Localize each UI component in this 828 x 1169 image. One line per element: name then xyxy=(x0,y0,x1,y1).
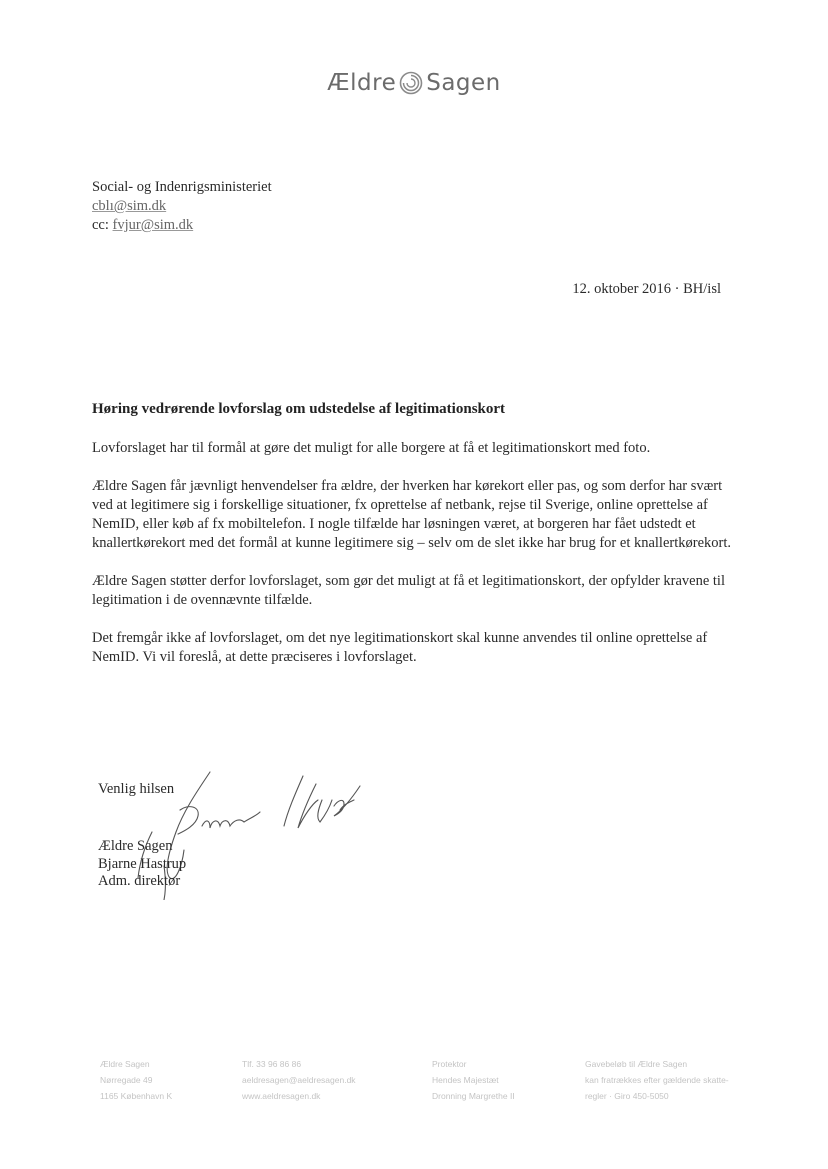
footer-line: regler · Giro 450-5050 xyxy=(585,1091,669,1101)
letter-body xyxy=(92,439,732,686)
footer-address xyxy=(100,1056,172,1104)
body-paragraph: Ældre Sagen støtter derfor lovforslaget, som gør det muligt at få et legitimationskort, der opfylder kravene til legitimation i de ovennævnte tilfælde. xyxy=(92,573,725,608)
recipient-email-link[interactable]: cblı@sim.dk xyxy=(92,198,167,214)
signer-block xyxy=(98,838,186,891)
signer-title: Adm. direktør xyxy=(98,873,181,889)
footer-email-link[interactable]: aeldresagen@aeldresagen.dk xyxy=(242,1075,356,1085)
footer-line: Dronning Margrethe II xyxy=(432,1091,515,1101)
closing-greeting: Venlig hilsen xyxy=(98,781,175,797)
footer-line: Ældre Sagen xyxy=(100,1059,150,1069)
signer-organization: Ældre Sagen xyxy=(98,838,173,854)
body-paragraph: Lovforslaget har til formål at gøre det muligt for alle borgere at få et legitimationskort med foto. xyxy=(92,440,651,456)
footer-line: Nørregade 49 xyxy=(100,1075,153,1085)
footer-patron xyxy=(432,1056,515,1104)
logo-text-right: Sagen xyxy=(426,70,501,96)
date-reference: 12. oktober 2016 · BH/isl xyxy=(572,281,721,297)
cc-email-link[interactable]: fvjur@sim.dk xyxy=(112,217,194,233)
recipient-block xyxy=(92,178,272,235)
footer-line: Gavebeløb til Ældre Sagen xyxy=(585,1059,688,1069)
logo-text-left: Ældre xyxy=(327,70,397,96)
body-paragraph: Det fremgår ikke af lovforslaget, om det nye legitimationskort skal kunne anvendes til online oprettelse af NemID. Vi vil foreslå, at dette præciseres i lovforslaget. xyxy=(92,630,708,665)
footer-website-link[interactable]: www.aeldresagen.dk xyxy=(242,1091,321,1101)
footer-line: Hendes Majestæt xyxy=(432,1075,499,1085)
footer-line: Protektor xyxy=(432,1059,467,1069)
recipient-name: Social- og Indenrigsministeriet xyxy=(92,179,272,195)
signer-name: Bjarne Hastrup xyxy=(98,855,187,872)
aeldre-sagen-logo xyxy=(0,70,828,96)
letter-subject: Høring vedrørende lovforslag om udstedelse af legitimationskort xyxy=(92,401,506,417)
footer-phone: Tlf. 33 96 86 86 xyxy=(242,1059,302,1069)
footer-line: kan fratrækkes efter gældende skatte- xyxy=(585,1075,729,1085)
footer-line: 1165 København K xyxy=(100,1091,173,1101)
footer-donations xyxy=(585,1056,729,1104)
swirl-logo-icon xyxy=(399,71,423,95)
cc-label: cc: xyxy=(92,217,109,233)
footer-contact xyxy=(242,1056,356,1104)
body-paragraph: Ældre Sagen får jævnligt henvendelser fra ældre, der hverken har kørekort eller pas, og som derfor har svært ved at legitimere sig i forskellige situationer, fx oprettelse af netbank, rejse til Sverige, online oprettelse af NemID, eller køb af fx mobiltelefon. I nogle tilfælde har løsningen været, at borgeren har fået udstedt et knallertkørekort med det formål at kunne legitimere sig – selv om de slet ikke har brug for et knallertkørekort. xyxy=(92,478,732,551)
